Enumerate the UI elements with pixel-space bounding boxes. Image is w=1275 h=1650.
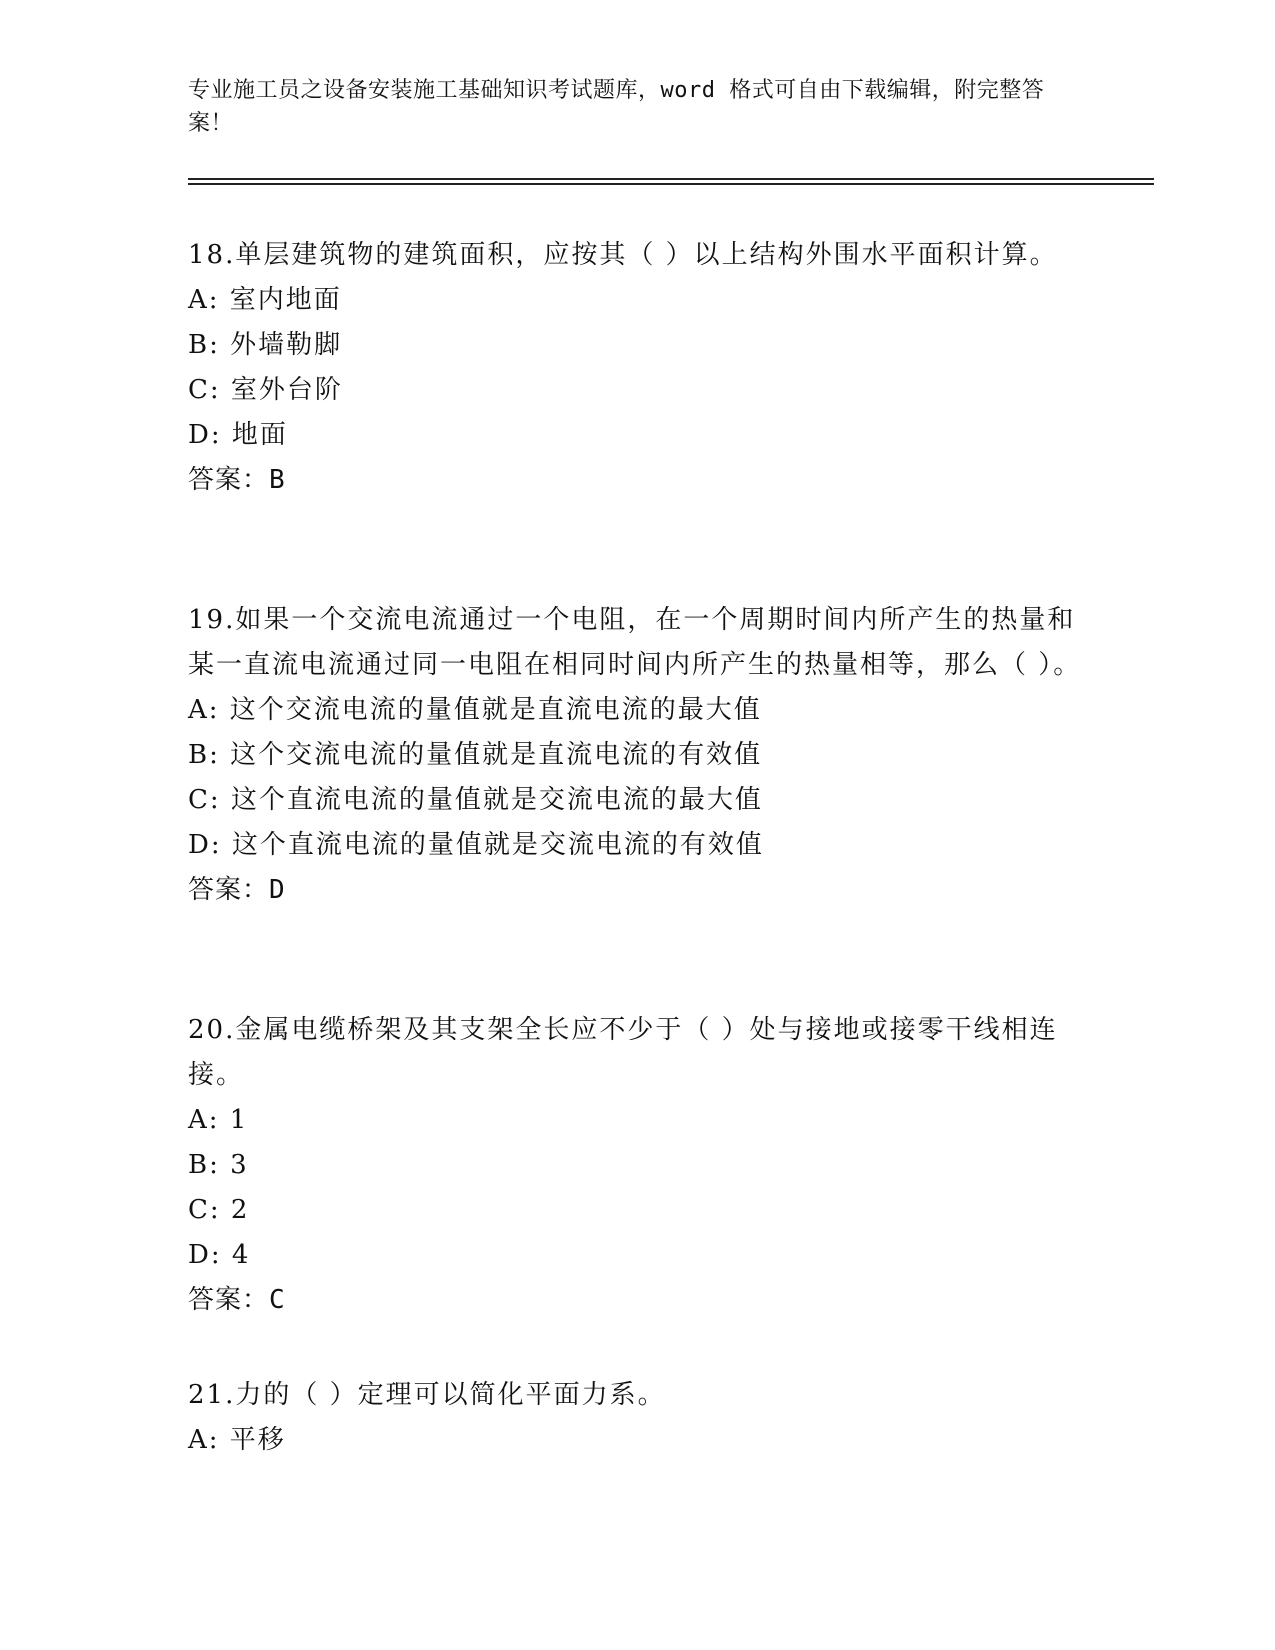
- option-c: C: 室外台阶: [188, 375, 343, 405]
- question-stem: 21.力的（ ）定理可以简化平面力系。: [188, 1380, 666, 1410]
- option-b: B: 这个交流电流的量值就是直流电流的有效值: [188, 740, 763, 770]
- option-a: A: 室内地面: [188, 285, 342, 315]
- question-21: [188, 1373, 1088, 1463]
- option-c: C: 2: [188, 1195, 250, 1225]
- option-d: D: 4: [188, 1240, 251, 1270]
- option-d: D: 这个直流电流的量值就是交流电流的有效值: [188, 830, 764, 860]
- question-stem: 18.单层建筑物的建筑面积，应按其（ ）以上结构外围水平面积计算。: [188, 240, 1058, 270]
- question-18: [188, 233, 1088, 503]
- option-b: B: 外墙勒脚: [188, 330, 343, 360]
- answer: 答案：B: [188, 465, 286, 495]
- header-divider-bottom: [188, 183, 1154, 185]
- option-d: D: 地面: [188, 420, 288, 450]
- answer: 答案：C: [188, 1285, 286, 1315]
- question-19: [188, 598, 1088, 913]
- header-divider-top: [188, 178, 1154, 180]
- question-stem: 19.如果一个交流电流通过一个电阻，在一个周期时间内所产生的热量和某一直流电流通过同一电阻在相同时间内所产生的热量相等，那么（ ）。: [188, 605, 1082, 680]
- question-stem: 20.金属电缆桥架及其支架全长应不少于（ ）处与接地或接零干线相连接。: [188, 1015, 1058, 1090]
- header-note: 专业施工员之设备安装施工基础知识考试题库，word 格式可自由下载编辑，附完整答案！: [188, 78, 1045, 136]
- option-c: C: 这个直流电流的量值就是交流电流的最大值: [188, 785, 763, 815]
- answer: 答案：D: [188, 875, 286, 905]
- option-a: A: 这个交流电流的量值就是直流电流的最大值: [188, 695, 762, 725]
- question-20: [188, 1008, 1088, 1323]
- option-b: B: 3: [188, 1150, 249, 1180]
- option-a: A: 1: [188, 1105, 249, 1135]
- option-a: A: 平移: [188, 1425, 286, 1455]
